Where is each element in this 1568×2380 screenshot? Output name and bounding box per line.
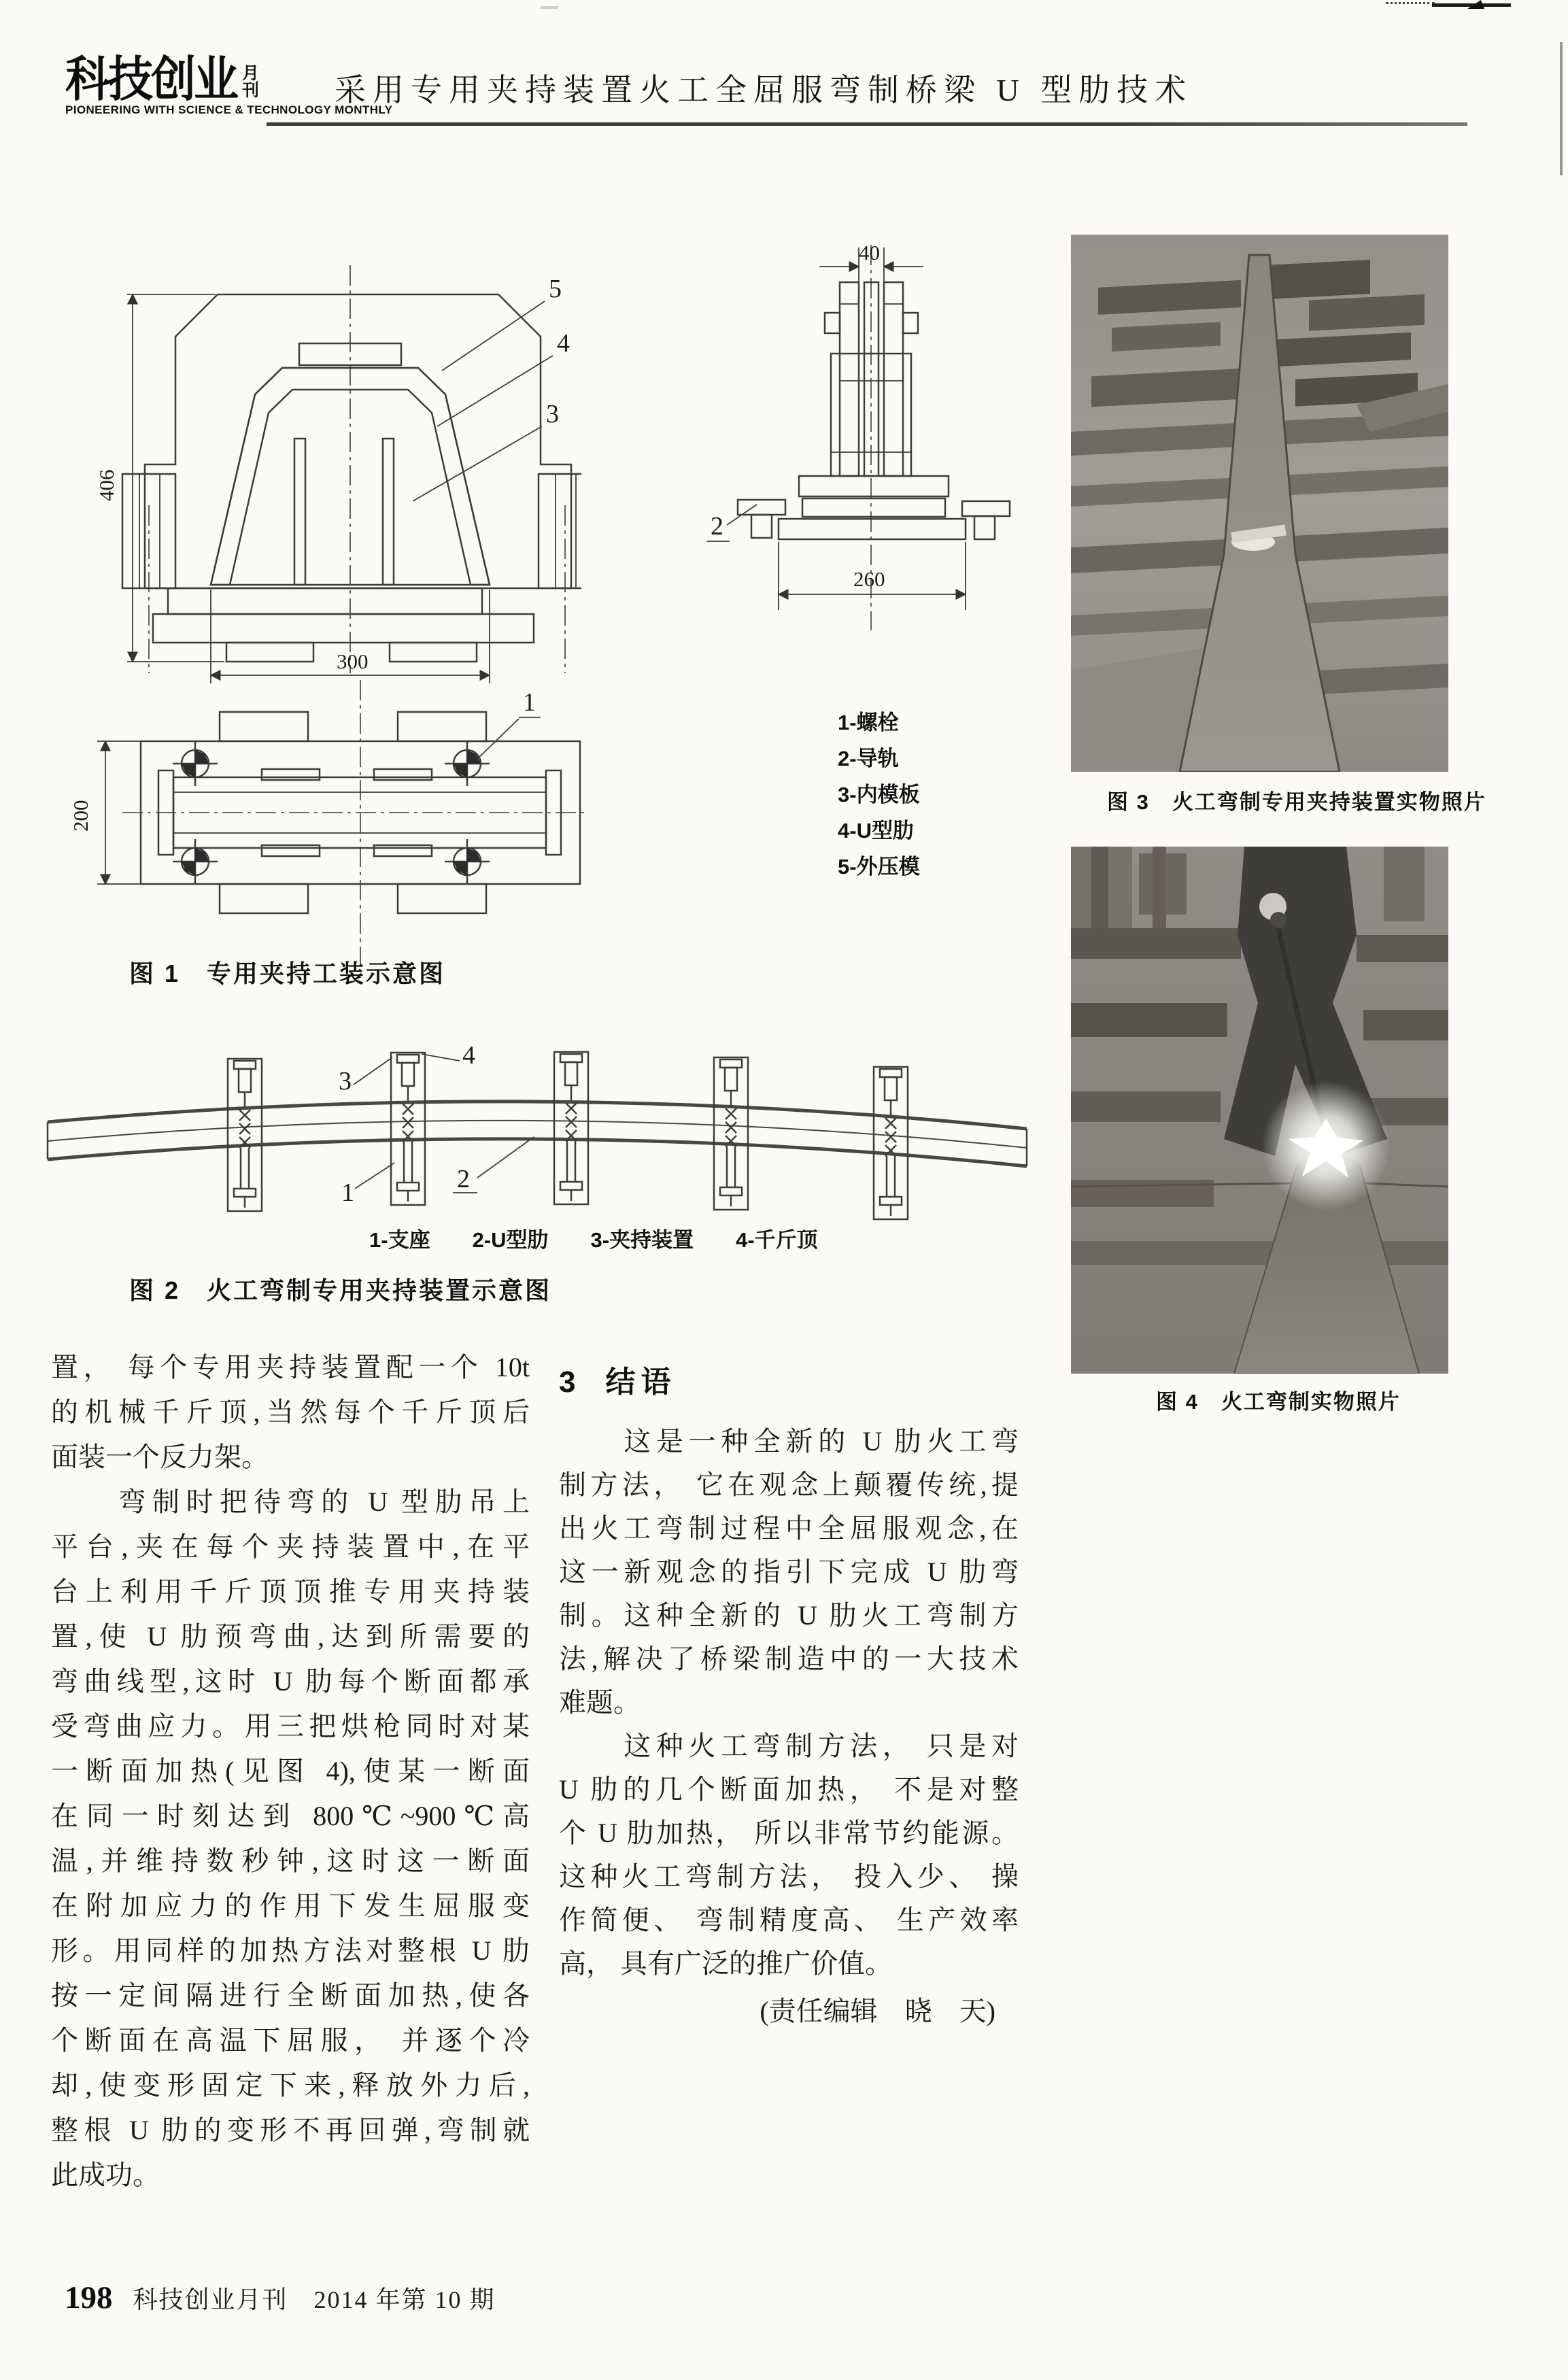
- figure4-caption: 图 4 火工弯制实物照片: [1156, 1390, 1401, 1414]
- figure1-legend: [838, 704, 920, 885]
- figure1-side-view-drawing: [704, 239, 1085, 675]
- body-line: 受弯曲应力。用三把烘枪同时对某: [51, 1711, 530, 1741]
- editor-note: (责任编辑 晓 天): [760, 1996, 995, 2026]
- scan-artifact-arrow: [1467, 0, 1484, 9]
- logo-stack-char-bottom: 刊: [242, 81, 260, 100]
- body-line: 弯制时把待弯的 U 型肋吊上: [51, 1486, 530, 1517]
- fig1-dim-200: 200: [69, 800, 92, 832]
- figure1-legend-item: 5-外压模: [838, 855, 920, 879]
- body-line: 在同一时刻达到 800℃~900℃高: [51, 1801, 530, 1831]
- fig2-label-1: 1: [341, 1178, 354, 1207]
- body-line: 面装一个反力架。: [51, 1442, 269, 1472]
- body-line: 在附加应力的作用下发生屈服变: [51, 1890, 530, 1921]
- fig1-label-4: 4: [557, 329, 570, 358]
- journal-logo-tagline: PIONEERING WITH SCIENCE & TECHNOLOGY MONTHLY: [65, 103, 393, 116]
- body-column-left: [51, 1345, 530, 2198]
- fig1-dim-300: 300: [337, 649, 369, 673]
- body-line: 却,使变形固定下来,释放外力后,: [51, 2070, 530, 2101]
- body-line: 形。用同样的加热方法对整根 U 肋: [51, 1935, 530, 1966]
- body-line: 这种火工弯制方法， 只是对: [559, 1731, 1019, 1761]
- figure2-legend: 1-支座 2-U型肋 3-夹持装置 4-千斤顶: [369, 1228, 818, 1252]
- fig1-dim-406: 406: [95, 469, 118, 501]
- fig2-label-2: 2: [457, 1165, 470, 1193]
- body-line: 出火工弯制过程中全屈服观念,在: [559, 1513, 1019, 1544]
- body-line: 这是一种全新的 U 肋火工弯: [559, 1426, 1019, 1457]
- figure1-legend-item: 1-螺栓: [838, 711, 899, 734]
- body-line: U 肋的几个断面加热， 不是对整: [559, 1774, 1019, 1805]
- body-line: 制。这种全新的 U 肋火工弯制方: [559, 1600, 1019, 1631]
- figure2-clamping-layout-drawing: [27, 1020, 1047, 1224]
- body-line: 置,使 U 肋预弯曲,达到所需要的: [51, 1621, 530, 1652]
- section-title: 结语: [605, 1365, 677, 1399]
- fig1-dim-40: 40: [859, 241, 880, 265]
- header-rule: [267, 122, 1467, 126]
- figure1-cross-section-drawing: [65, 235, 581, 683]
- body-line: 制方法， 它在观念上颠覆传统,提: [559, 1469, 1019, 1500]
- footer-journal-line: 科技创业月刊 2014 年第 10 期: [133, 2286, 496, 2313]
- fig1-label-5: 5: [549, 275, 562, 303]
- body-line: 法,解决了桥梁制造中的一大技术: [559, 1644, 1019, 1674]
- fig1-label-1: 1: [523, 688, 536, 717]
- scan-artifact-dotted-line: [1386, 2, 1435, 4]
- body-line: 台上利用千斤顶顶推专用夹持装: [51, 1576, 530, 1607]
- journal-logo-title: 科技创业: [65, 52, 237, 106]
- body-line: 难题。: [559, 1687, 641, 1718]
- body-line: 整根 U 肋的变形不再回弹,弯制就: [51, 2115, 530, 2145]
- fig1-label-3: 3: [546, 400, 559, 428]
- logo-stack-char-top: 月: [242, 64, 260, 83]
- body-column-right: [559, 1420, 1019, 1986]
- body-line: 一断面加热(见图 4),使某一断面: [51, 1756, 530, 1786]
- figure1-legend-item: 3-内模板: [838, 783, 920, 806]
- page-number: 198: [65, 2280, 113, 2315]
- figure2-caption: 图 2 火工弯制专用夹持装置示意图: [129, 1276, 552, 1304]
- article-title: 采用专用夹持装置火工全屈服弯制桥梁 U 型肋技术: [335, 73, 1193, 107]
- body-line: 置， 每个专用夹持装置配一个 10t: [51, 1352, 530, 1382]
- body-line: 这一新观念的指引下完成 U 肋弯: [559, 1557, 1019, 1587]
- fig1-dim-260: 260: [853, 567, 885, 591]
- body-line: 个断面在高温下屈服， 并逐个冷: [51, 2025, 530, 2056]
- figure1-plan-view-drawing: [58, 670, 595, 976]
- journal-logo-monthly-stack: [242, 65, 259, 99]
- scan-artifact-page-edge: [1560, 42, 1563, 175]
- body-line: 平台,夹在每个夹持装置中,在平: [51, 1531, 530, 1562]
- figure1-legend-item: 4-U型肋: [838, 819, 914, 843]
- body-line: 高， 具有广泛的推广价值。: [559, 1948, 892, 1979]
- body-line: 的机械千斤顶,当然每个千斤顶后: [51, 1397, 530, 1427]
- figure1-legend-item: 2-导轨: [838, 747, 899, 770]
- body-line: 按一定间隔进行全断面加热,使各: [51, 1980, 530, 2011]
- fig1-label-2: 2: [711, 512, 723, 541]
- body-line: 个 U 肋加热， 所以非常节约能源。: [559, 1818, 1019, 1848]
- section-number: 3: [559, 1365, 576, 1399]
- figure1-caption: 图 1 专用夹持工装示意图: [129, 959, 446, 987]
- body-line: 这种火工弯制方法， 投入少、 操: [559, 1861, 1019, 1892]
- body-line: 温,并维持数秒钟,这时这一断面: [51, 1846, 530, 1876]
- body-line: 弯曲线型,这时 U 肋每个断面都承: [51, 1666, 530, 1697]
- fig2-label-3: 3: [339, 1067, 352, 1095]
- body-line: 作简便、 弯制精度高、 生产效率: [559, 1905, 1019, 1935]
- page-footer: [65, 2279, 496, 2316]
- section-heading-conclusion: [559, 1357, 676, 1401]
- fig2-label-4: 4: [462, 1041, 475, 1070]
- figure4-photo: [1071, 847, 1448, 1374]
- figure3-caption: 图 3 火工弯制专用夹持装置实物照片: [1107, 790, 1486, 814]
- body-line: 此成功。: [51, 2160, 160, 2190]
- scan-artifact-tick: [541, 6, 558, 9]
- figure3-photo: [1071, 235, 1448, 772]
